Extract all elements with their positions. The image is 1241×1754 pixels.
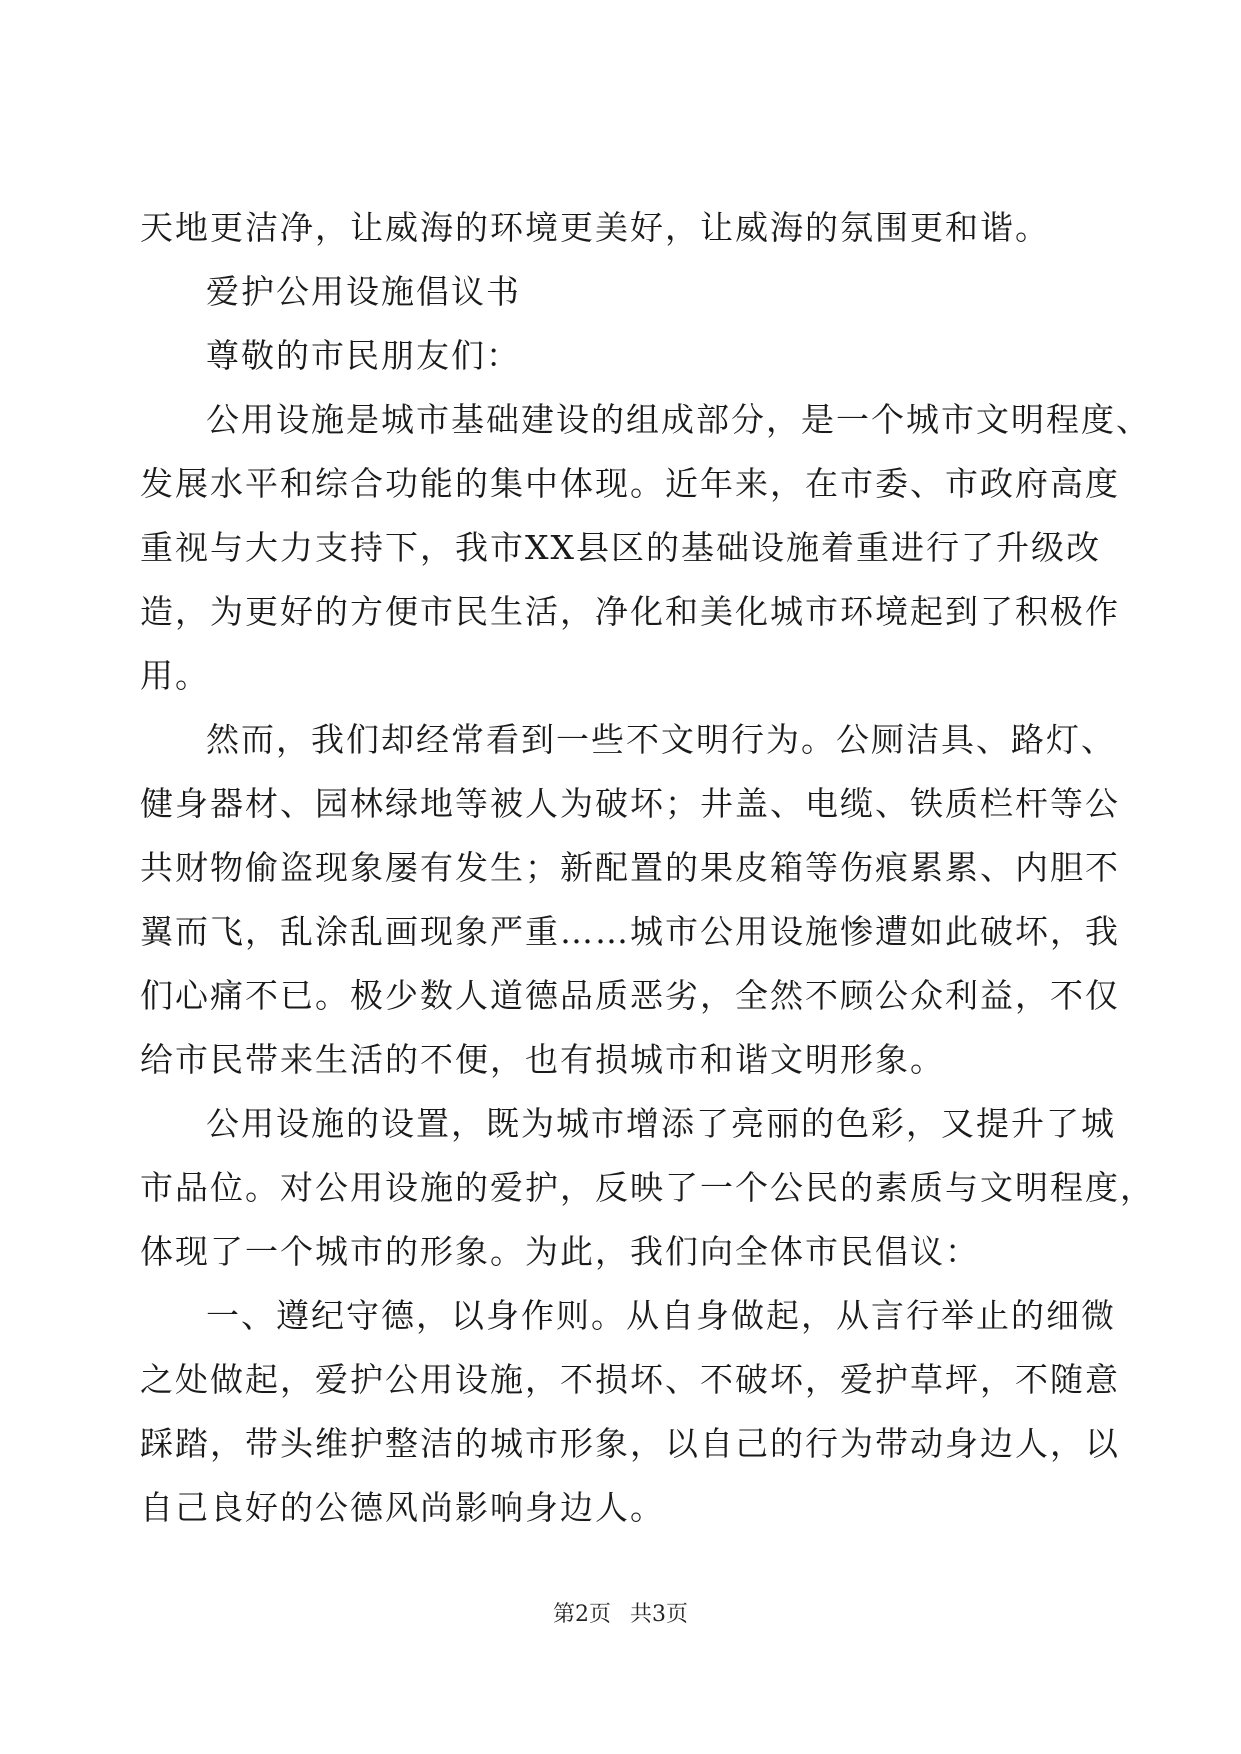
text-line: 踩踏，带头维护整洁的城市形象，以自己的行为带动身边人，以	[140, 1424, 1120, 1463]
text-line: 们心痛不已。极少数人道德品质恶劣，全然不顾公众利益，不仅	[140, 976, 1120, 1015]
text-line: 体现了一个城市的形象。为此，我们向全体市民倡议：	[140, 1232, 980, 1271]
document-title: 爱护公用设施倡议书	[206, 272, 521, 311]
text-line: 共财物偷盗现象屡有发生；新配置的果皮箱等伤痕累累、内胆不	[140, 848, 1120, 887]
text-line: 翼而飞，乱涂乱画现象严重……城市公用设施惨遭如此破坏，我	[140, 912, 1120, 951]
text-line: 造，为更好的方便市民生活，净化和美化城市环境起到了积极作	[140, 592, 1120, 631]
text-line: 健身器材、园林绿地等被人为破坏；井盖、电缆、铁质栏杆等公	[140, 784, 1120, 823]
text-line: 用。	[140, 656, 210, 695]
text-line: 公用设施的设置，既为城市增添了亮丽的色彩，又提升了城	[206, 1104, 1116, 1143]
text-line: 天地更洁净，让威海的环境更美好，让威海的氛围更和谐。	[140, 208, 1050, 247]
text-line: 公用设施是城市基础建设的组成部分，是一个城市文明程度、	[206, 400, 1151, 439]
text-line: 发展水平和综合功能的集中体现。近年来，在市委、市政府高度	[140, 464, 1120, 503]
document-body	[140, 196, 1155, 1540]
page-number-current: 第2页	[553, 1602, 611, 1627]
text-line: 然而，我们却经常看到一些不文明行为。公厕洁具、路灯、	[206, 720, 1116, 759]
text-line: 给市民带来生活的不便，也有损城市和谐文明形象。	[140, 1040, 945, 1079]
text-line: 市品位。对公用设施的爱护，反映了一个公民的素质与文明程度，	[140, 1168, 1155, 1207]
text-line: 自己良好的公德风尚影响身边人。	[140, 1488, 665, 1527]
text-line: 之处做起，爱护公用设施，不损坏、不破坏，爱护草坪，不随意	[140, 1360, 1120, 1399]
salutation: 尊敬的市民朋友们：	[206, 336, 521, 375]
text-line: 重视与大力支持下，我市XX县区的基础设施着重进行了升级改	[140, 528, 1101, 567]
text-line: 一、遵纪守德，以身作则。从自身做起，从言行举止的细微	[206, 1296, 1116, 1335]
page-number-total: 共3页	[630, 1602, 688, 1627]
page-footer	[0, 1600, 1241, 1630]
